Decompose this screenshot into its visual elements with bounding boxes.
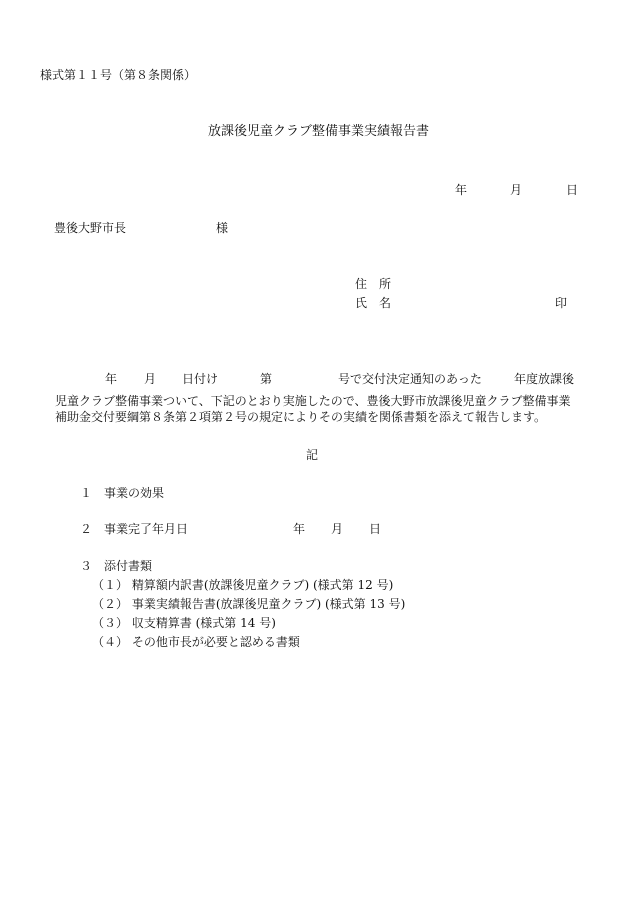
name-label: 氏 名	[355, 296, 392, 310]
addressee-name: 豊後大野市長	[54, 221, 127, 235]
body-year: 年	[105, 372, 118, 386]
date-month-label: 月	[510, 183, 523, 197]
item-2-label: 事業完了年月日	[104, 522, 189, 536]
body-dated: 日付け	[182, 372, 219, 386]
body-issued: 号で交付決定通知のあった	[338, 372, 482, 386]
form-number: 様式第１１号（第８条関係）	[40, 68, 197, 82]
ki-heading: 記	[306, 448, 319, 462]
item-2-year: 年	[293, 522, 306, 536]
body-no: 第	[260, 372, 273, 386]
attachment-item: （４） その他市長が必要と認める書類	[92, 635, 300, 649]
item-1-number: １	[80, 486, 93, 500]
address-label: 住 所	[355, 277, 392, 291]
body-line-2: 児童クラブ整備事業ついて、下記のとおり実施したので、豊後大野市放課後児童クラブ整備事業	[55, 394, 571, 408]
document-title: 放課後児童クラブ整備事業実績報告書	[208, 124, 430, 139]
item-3-number: ３	[80, 559, 93, 573]
attachment-item: （２） 事業実績報告書(放課後児童クラブ) (様式第 13 号)	[92, 597, 406, 611]
addressee-honorific: 様	[216, 221, 229, 235]
body-fiscal: 年度放課後	[514, 372, 575, 386]
body-line-3: 補助金交付要綱第８条第２項第２号の規定によりその実績を関係書類を添えて報告します。	[55, 410, 547, 424]
date-day-label: 日	[566, 183, 579, 197]
item-1-label: 事業の効果	[104, 486, 165, 500]
item-3-label: 添付書類	[104, 559, 153, 573]
body-month: 月	[144, 372, 157, 386]
seal-mark: 印	[555, 296, 568, 310]
item-2-number: ２	[80, 522, 93, 536]
attachment-item: （１） 精算額内訳書(放課後児童クラブ) (様式第 12 号)	[92, 578, 394, 592]
item-2-day: 日	[369, 522, 382, 536]
attachment-item: （３） 収支精算書 (様式第 14 号)	[92, 616, 276, 630]
date-year-label: 年	[455, 183, 468, 197]
item-2-month: 月	[331, 522, 344, 536]
